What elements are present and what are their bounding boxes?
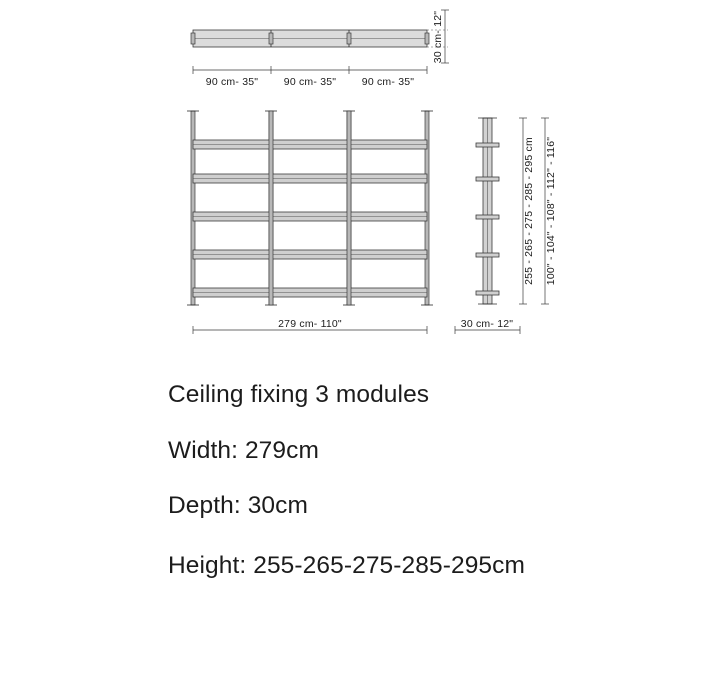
spec-width: Width: 279cm <box>168 436 319 464</box>
front-width-dim-label: 279 cm- 110" <box>278 318 342 330</box>
product-specs <box>168 383 638 581</box>
plan-view <box>191 10 449 88</box>
side-view <box>455 118 557 334</box>
spec-depth: Depth: 30cm <box>168 492 309 519</box>
spec-height: Height: 255-265-275-285-295cm <box>168 551 526 579</box>
side-height-cm-dim-label: 255 - 265 - 275 - 285 - 295 cm <box>523 137 535 285</box>
plan-module-1-dim-label: 90 cm- 35" <box>205 76 259 88</box>
plan-depth-dim-label: 30 cm- 12" <box>432 10 444 64</box>
plan-module-2-dim-label: 90 cm- 35" <box>283 76 337 88</box>
side-height-in-dim-label: 100" - 104" - 108" - 112" - 116" <box>545 136 557 286</box>
side-depth-dim-label: 30 cm- 12" <box>460 318 514 330</box>
plan-module-3-dim-label: 90 cm- 35" <box>361 76 415 88</box>
front-view <box>187 111 433 334</box>
product-title: Ceiling fixing 3 modules <box>168 381 430 408</box>
